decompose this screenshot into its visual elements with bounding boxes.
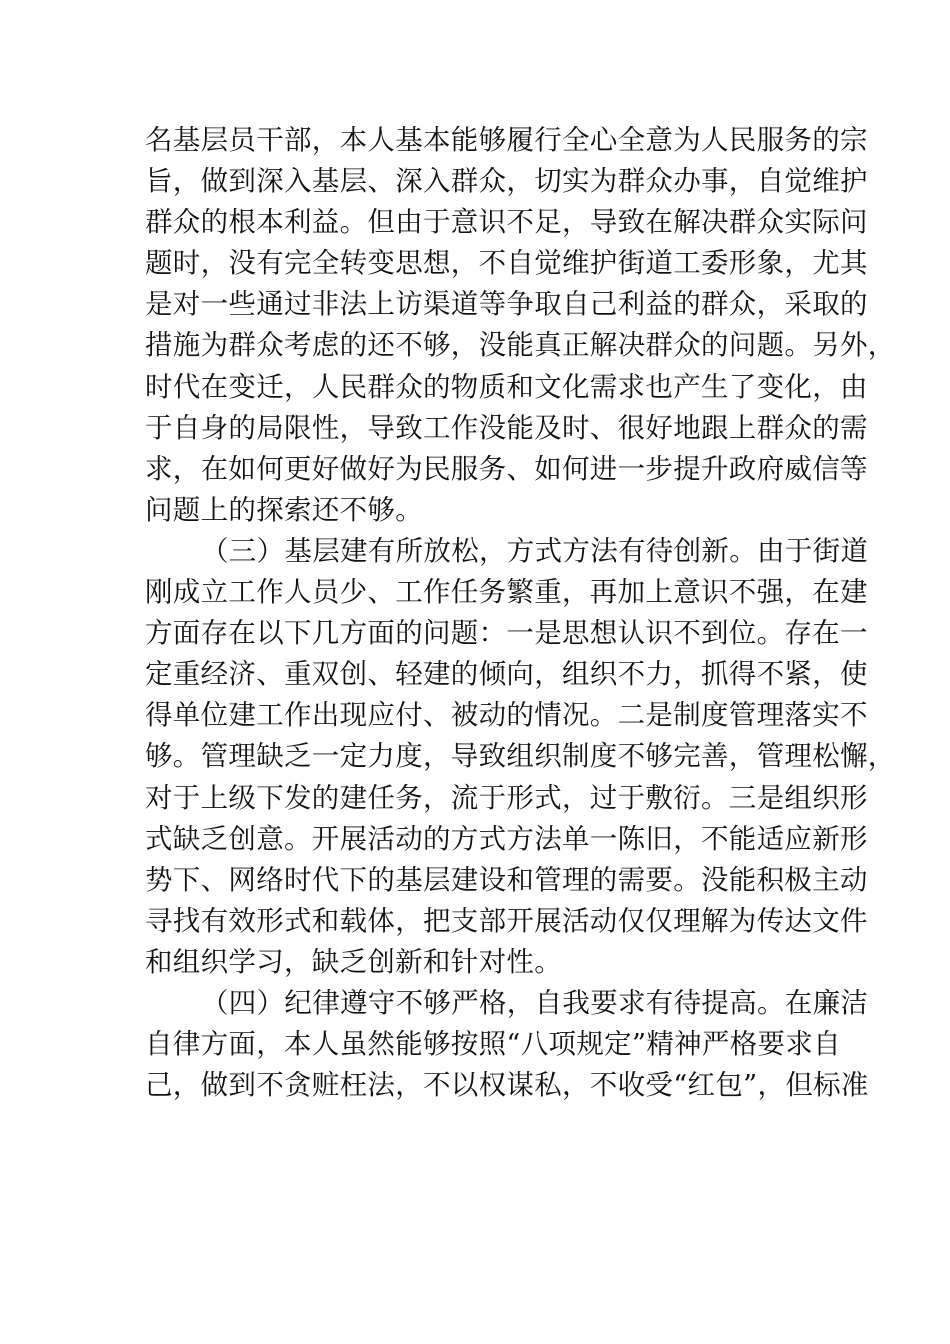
text-line: 问题上的探索还不够。 — [145, 493, 423, 526]
text-line: 够。管理缺乏一定力度，导致组织制度不够完善，管理松懈， — [145, 740, 896, 773]
text-line: 刚成立工作人员少、工作任务繁重，再加上意识不强，在建 — [145, 576, 868, 609]
text-line: 题时，没有完全转变思想，不自觉维护街道工委形象，尤其 — [145, 247, 868, 280]
text-line: 群众的根本利益。但由于意识不足，导致在解决群众实际问 — [145, 206, 868, 239]
text-line: 方面存在以下几方面的问题：一是思想认识不到位。存在一 — [145, 617, 868, 650]
text-line: 自律方面，本人虽然能够按照“八项规定”精神严格要求自 — [145, 1028, 841, 1061]
text-line: 势下、网络时代下的基层建设和管理的需要。没能积极主动 — [145, 863, 868, 896]
text-line: 措施为群众考虑的还不够，没能真正解决群众的问题。另外， — [145, 329, 896, 362]
text-line: 时代在变迁，人民群众的物质和文化需求也产生了变化，由 — [145, 370, 868, 403]
text-line: 求，在如何更好做好为民服务、如何进一步提升政府威信等 — [145, 452, 868, 485]
text-line: 式缺乏创意。开展活动的方式方法单一陈旧，不能适应新形 — [145, 822, 868, 855]
text-line: 得单位建工作出现应付、被动的情况。二是制度管理落实不 — [145, 699, 868, 732]
text-line: 是对一些通过非法上访渠道等争取自己利益的群众，采取的 — [145, 288, 868, 321]
text-line: 于自身的局限性，导致工作没能及时、很好地跟上群众的需 — [145, 411, 868, 444]
text-line: 旨，做到深入基层、深入群众，切实为群众办事，自觉维护 — [145, 165, 868, 198]
paragraph-heading-four: （四）纪律遵守不够严格，自我要求有待提高。在廉洁 — [201, 986, 869, 1019]
paragraph-heading-three: （三）基层建有所放松，方式方法有待创新。由于街道 — [201, 534, 869, 567]
document-body — [145, 120, 896, 1106]
text-line: 和组织学习，缺乏创新和针对性。 — [145, 945, 562, 978]
text-line: 对于上级下发的建任务，流于形式，过于敷衍。三是组织形 — [145, 781, 868, 814]
text-line: 己，做到不贪赃枉法，不以权谋私，不收受“红包”，但标准 — [145, 1069, 869, 1102]
text-line: 寻找有效形式和载体，把支部开展活动仅仅理解为传达文件 — [145, 904, 868, 937]
text-line: 名基层员干部，本人基本能够履行全心全意为人民服务的宗 — [145, 124, 868, 156]
text-line: 定重经济、重双创、轻建的倾向，组织不力，抓得不紧，使 — [145, 658, 868, 691]
